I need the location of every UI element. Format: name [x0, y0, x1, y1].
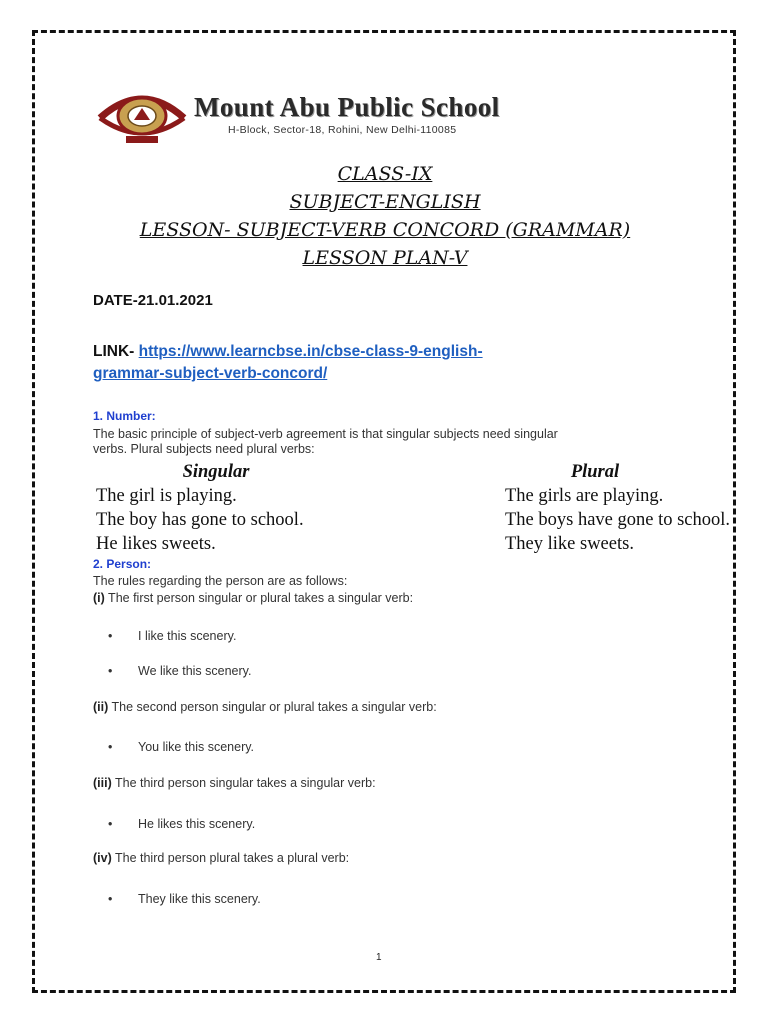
section-intro-person: The rules regarding the person are as follows: — [93, 574, 348, 588]
list-item — [108, 817, 255, 831]
school-address: H-Block, Sector-18, Rohini, New Delhi-110085 — [228, 124, 457, 136]
page-number: 1 — [376, 952, 382, 963]
lesson-date: DATE-21.01.2021 — [93, 292, 213, 309]
lesson-plan-title: LESSON PLAN-V — [302, 247, 468, 269]
bullet-icon: • — [108, 740, 113, 754]
section-heading-number: 1. Number: — [93, 409, 156, 423]
plural-heading: Plural — [570, 462, 620, 482]
rule-description: The first person singular or plural takes a singular verb: — [104, 591, 414, 605]
rule-description: The second person singular or plural takes a singular verb: — [108, 700, 437, 714]
plural-examples — [505, 460, 767, 556]
lesson-title: LESSON- SUBJECT-VERB CONCORD (GRAMMAR) — [139, 219, 631, 241]
rule-text — [93, 591, 693, 606]
example-item: The boys have gone to school. — [505, 510, 731, 530]
bullet-icon: • — [108, 629, 113, 643]
singular-examples — [96, 460, 396, 556]
rule-text — [93, 700, 693, 715]
section-text-number — [93, 427, 693, 457]
list-item — [108, 629, 236, 643]
example-item: He likes sweets. — [96, 534, 216, 554]
section-heading-person: 2. Person: — [93, 557, 152, 571]
singular-heading: Singular — [182, 462, 250, 482]
rule-marker: (ii) — [93, 700, 109, 714]
section-text-line-1: The basic principle of subject-verb agreement is that singular subjects need singular — [93, 427, 558, 441]
lesson-link-part2: grammar-subject-verb-concord/ — [93, 365, 328, 382]
list-item — [108, 664, 251, 678]
list-item — [108, 892, 261, 906]
list-item — [108, 740, 254, 754]
list-item-text: He likes this scenery. — [138, 817, 256, 831]
rule-text — [93, 776, 693, 791]
list-item-text: I like this scenery. — [138, 629, 237, 643]
school-name: Mount Abu Public School — [194, 92, 500, 122]
list-item-text: You like this scenery. — [138, 740, 255, 754]
lesson-link[interactable] — [93, 343, 483, 382]
example-item: The girl is playing. — [96, 486, 237, 506]
bullet-icon: • — [108, 892, 113, 906]
school-logo — [96, 86, 188, 146]
section-text-line-2: verbs. Plural subjects need plural verbs: — [93, 442, 315, 456]
list-item-text: They like this scenery. — [138, 892, 261, 906]
link-label: LINK- — [93, 343, 135, 360]
rule-description: The third person plural takes a plural verb: — [111, 851, 350, 865]
subject-title: SUBJECT-ENGLISH — [289, 191, 481, 213]
rule-marker: (iv) — [93, 851, 112, 865]
lesson-titles — [40, 160, 730, 272]
example-item: They like sweets. — [505, 534, 634, 554]
rule-description: The third person singular takes a singular verb: — [111, 776, 376, 790]
rule-text — [93, 851, 693, 866]
example-item: The boy has gone to school. — [96, 510, 304, 530]
link-line — [93, 341, 653, 385]
example-item: The girls are playing. — [505, 486, 664, 506]
list-item-text: We like this scenery. — [138, 664, 252, 678]
bullet-icon: • — [108, 664, 113, 678]
bullet-icon: • — [108, 817, 113, 831]
class-title: CLASS-IX — [337, 163, 433, 185]
rule-marker: (i) — [93, 591, 105, 605]
rule-marker: (iii) — [93, 776, 112, 790]
lesson-link-part1: https://www.learncbse.in/cbse-class-9-english- — [138, 343, 483, 360]
